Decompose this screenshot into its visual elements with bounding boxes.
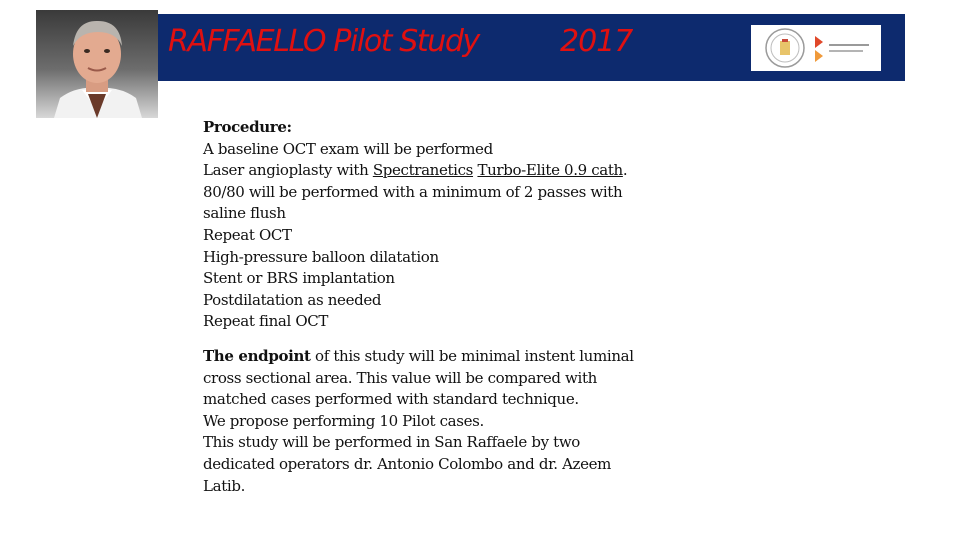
- procedure-step: saline flush: [203, 204, 286, 223]
- procedure-step: Postdilatation as needed: [203, 290, 382, 309]
- page-title: RAFFAELLO Pilot Study: [168, 24, 479, 59]
- procedure-step: Repeat final OCT: [203, 312, 329, 331]
- endpoint-line: The endpoint of this study will be minimal instent luminal: [203, 346, 634, 365]
- procedure-step: Stent or BRS implantation: [203, 269, 395, 288]
- portrait-photo: [36, 10, 158, 118]
- portrait-photo-icon: [36, 10, 158, 118]
- endpoint-line: Latib.: [203, 476, 245, 495]
- endpoint-line: We propose performing 10 Pilot cases.: [203, 411, 484, 430]
- hospital-logo-icon: [811, 28, 877, 68]
- procedure-step: High-pressure balloon dilatation: [203, 247, 439, 266]
- procedure-step: Repeat OCT: [203, 225, 292, 244]
- brand-name: Spectranetics: [372, 161, 474, 180]
- study-content: [203, 117, 683, 497]
- endpoint-line: This study will be performed in San Raffaele by two: [203, 433, 580, 452]
- procedure-step: Laser angioplasty with Spectranetics Turbo-Elite 0.9 cath.: [203, 161, 628, 180]
- study-year: 2017: [560, 24, 633, 59]
- endpoint-line: cross sectional area. This value will be compared with: [203, 368, 597, 387]
- procedure-step: 80/80 will be performed with a minimum of 2 passes with: [203, 182, 623, 201]
- endpoint-lead: The endpoint: [203, 346, 311, 365]
- procedure-heading: Procedure:: [203, 118, 292, 136]
- institution-logos: [751, 25, 881, 71]
- header-banner: [158, 14, 905, 81]
- device-name: Turbo-Elite 0.9 cath: [477, 161, 623, 180]
- endpoint-line: matched cases performed with standard technique.: [203, 390, 579, 409]
- university-seal-icon: [763, 26, 807, 70]
- procedure-step: A baseline OCT exam will be performed: [203, 139, 493, 158]
- endpoint-line: dedicated operators dr. Antonio Colombo and dr. Azeem: [203, 454, 612, 473]
